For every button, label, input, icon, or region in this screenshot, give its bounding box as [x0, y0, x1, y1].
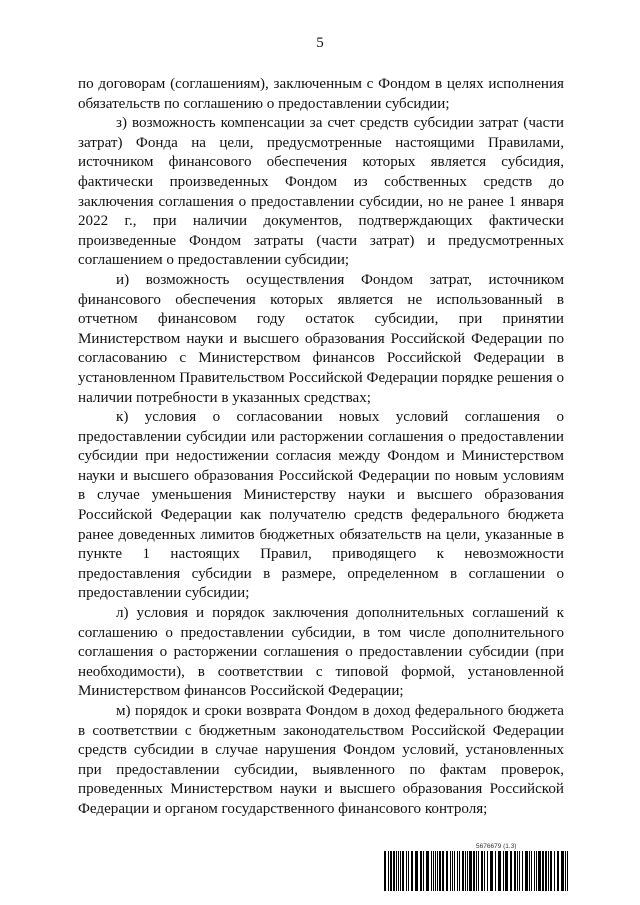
paragraph-k: к) условия о согласовании новых условий соглашения о предоставлении субсидии или расторжении соглашения о предоставлении субсидии при недостижении согласия между Фондом и Министерством науки и высшего образования Российской Федерации по новым условиям в случае уменьшения Министерству науки и высшего образования Российской Федерации как получателю средств федерального бюджета ранее доведенных лимитов бюджетных обязательств на цели, указанные в пункте 1 настоящих Правил, приводящего к невозможности предоставления субсидии в размере, определенном в соглашении о предоставлении субсидии;	[78, 409, 564, 602]
barcode-image	[384, 851, 568, 891]
paragraph-m: м) порядок и сроки возврата Фондом в доход федерального бюджета в соответствии с бюджетным законодательством Российской Федерации средств субсидии в случае нарушения Фондом условий, установленных при предоставлении субсидии, выявленного по фактам проверок, проведенных Министерством науки и высшего образования Российской Федерации и органом государственного финансового контроля;	[78, 703, 564, 817]
paragraph-l: л) условия и порядок заключения дополнительных соглашений к соглашению о предоставлении субсидии, в том числе дополнительного соглашения о расторжении соглашения о предоставлении субсидии (при необходимости), в соответствии с типовой формой, установленной Министерством финансов Российской Федерации;	[78, 605, 564, 700]
paragraph-i: и) возможность осуществления Фондом затрат, источником финансового обеспечения которых является не использованный в отчетном финансовом году остаток субсидии, при принятии Министерством науки и высшего образования Российской Федерации по согласованию с Министерством финансов Российской Федерации в установленном Правительством Российской Федерации порядке решения о наличии потребности в указанных средствах;	[78, 271, 564, 406]
document-body	[78, 75, 564, 820]
barcode-block	[384, 842, 568, 891]
page-number: 5	[316, 35, 324, 51]
paragraph-continuation: по договорам (соглашениям), заключенным с Фондом в целях исполнения обязательств по соглашению о предоставлении субсидии;	[78, 76, 564, 112]
paragraph-z: з) возможность компенсации за счет средств субсидии затрат (части затрат) Фонда на цели, предусмотренные настоящими Правилами, источником финансового обеспечения которых является субсидия, фактически произведенных Фондом из собственных средств до заключения соглашения о предоставлении субсидии, но не ранее 1 января 2022 г., при наличии документов, подтверждающих фактически произведенные Фондом затраты (части затрат) и предусмотренных соглашением о предоставлении субсидии;	[78, 115, 564, 269]
barcode-number: 5676679 (1.3)	[476, 843, 517, 850]
